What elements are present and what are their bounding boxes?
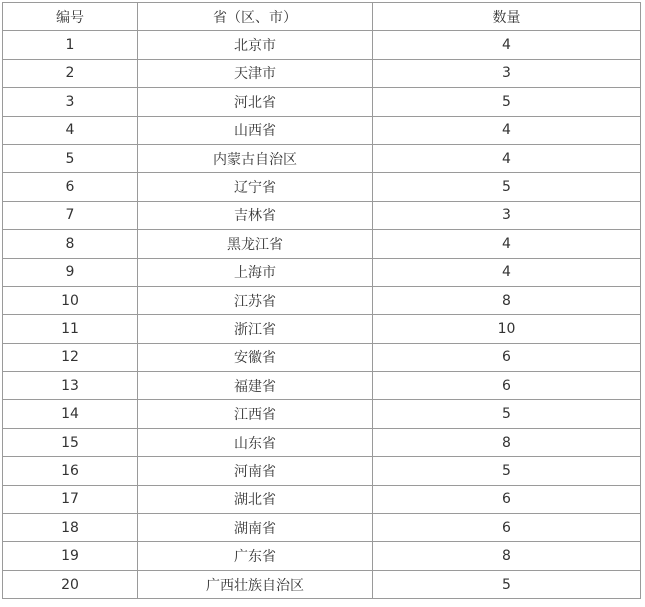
table-row xyxy=(3,88,641,116)
cell-count: 3 xyxy=(373,59,641,87)
cell-count: 8 xyxy=(373,286,641,314)
cell-province: 山东省 xyxy=(138,428,373,456)
cell-province: 天津市 xyxy=(138,59,373,87)
table-row xyxy=(3,258,641,286)
cell-number: 6 xyxy=(3,173,138,201)
cell-number: 15 xyxy=(3,428,138,456)
table-row xyxy=(3,315,641,343)
cell-number: 12 xyxy=(3,343,138,371)
cell-number: 3 xyxy=(3,88,138,116)
cell-count: 5 xyxy=(373,400,641,428)
cell-number: 13 xyxy=(3,372,138,400)
cell-province: 辽宁省 xyxy=(138,173,373,201)
cell-province: 吉林省 xyxy=(138,201,373,229)
cell-count: 5 xyxy=(373,88,641,116)
cell-number: 19 xyxy=(3,542,138,570)
cell-province: 河北省 xyxy=(138,88,373,116)
cell-number: 11 xyxy=(3,315,138,343)
cell-number: 2 xyxy=(3,59,138,87)
header-province: 省（区、市） xyxy=(138,3,373,31)
table-row xyxy=(3,428,641,456)
cell-count: 4 xyxy=(373,31,641,59)
cell-province: 广东省 xyxy=(138,542,373,570)
cell-count: 4 xyxy=(373,144,641,172)
cell-count: 5 xyxy=(373,173,641,201)
table-row xyxy=(3,457,641,485)
cell-province: 内蒙古自治区 xyxy=(138,144,373,172)
cell-count: 4 xyxy=(373,230,641,258)
table-row xyxy=(3,400,641,428)
province-count-table xyxy=(2,2,641,599)
cell-number: 9 xyxy=(3,258,138,286)
table-row xyxy=(3,286,641,314)
cell-count: 4 xyxy=(373,116,641,144)
cell-number: 20 xyxy=(3,570,138,598)
cell-province: 湖北省 xyxy=(138,485,373,513)
cell-count: 6 xyxy=(373,514,641,542)
cell-number: 7 xyxy=(3,201,138,229)
cell-province: 河南省 xyxy=(138,457,373,485)
cell-number: 4 xyxy=(3,116,138,144)
header-number: 编号 xyxy=(3,3,138,31)
cell-count: 4 xyxy=(373,258,641,286)
cell-count: 8 xyxy=(373,542,641,570)
cell-province: 浙江省 xyxy=(138,315,373,343)
table-row xyxy=(3,116,641,144)
cell-province: 江苏省 xyxy=(138,286,373,314)
cell-number: 10 xyxy=(3,286,138,314)
header-row xyxy=(3,3,641,31)
cell-province: 北京市 xyxy=(138,31,373,59)
cell-number: 5 xyxy=(3,144,138,172)
table-row xyxy=(3,485,641,513)
cell-count: 8 xyxy=(373,428,641,456)
cell-number: 16 xyxy=(3,457,138,485)
table-row xyxy=(3,144,641,172)
cell-province: 广西壮族自治区 xyxy=(138,570,373,598)
cell-province: 黑龙江省 xyxy=(138,230,373,258)
cell-count: 5 xyxy=(373,457,641,485)
cell-count: 6 xyxy=(373,343,641,371)
cell-count: 6 xyxy=(373,485,641,513)
cell-province: 安徽省 xyxy=(138,343,373,371)
cell-number: 14 xyxy=(3,400,138,428)
table-row xyxy=(3,542,641,570)
table-body xyxy=(3,31,641,599)
table-row xyxy=(3,343,641,371)
cell-count: 10 xyxy=(373,315,641,343)
cell-number: 18 xyxy=(3,514,138,542)
table-row xyxy=(3,230,641,258)
cell-number: 1 xyxy=(3,31,138,59)
cell-province: 山西省 xyxy=(138,116,373,144)
header-count: 数量 xyxy=(373,3,641,31)
cell-count: 5 xyxy=(373,570,641,598)
cell-count: 6 xyxy=(373,372,641,400)
table-row xyxy=(3,59,641,87)
table-row xyxy=(3,514,641,542)
table-row xyxy=(3,31,641,59)
cell-number: 17 xyxy=(3,485,138,513)
cell-count: 3 xyxy=(373,201,641,229)
cell-province: 上海市 xyxy=(138,258,373,286)
table-row xyxy=(3,372,641,400)
cell-province: 湖南省 xyxy=(138,514,373,542)
table-row xyxy=(3,173,641,201)
cell-number: 8 xyxy=(3,230,138,258)
table-row xyxy=(3,570,641,598)
cell-province: 福建省 xyxy=(138,372,373,400)
table-row xyxy=(3,201,641,229)
cell-province: 江西省 xyxy=(138,400,373,428)
